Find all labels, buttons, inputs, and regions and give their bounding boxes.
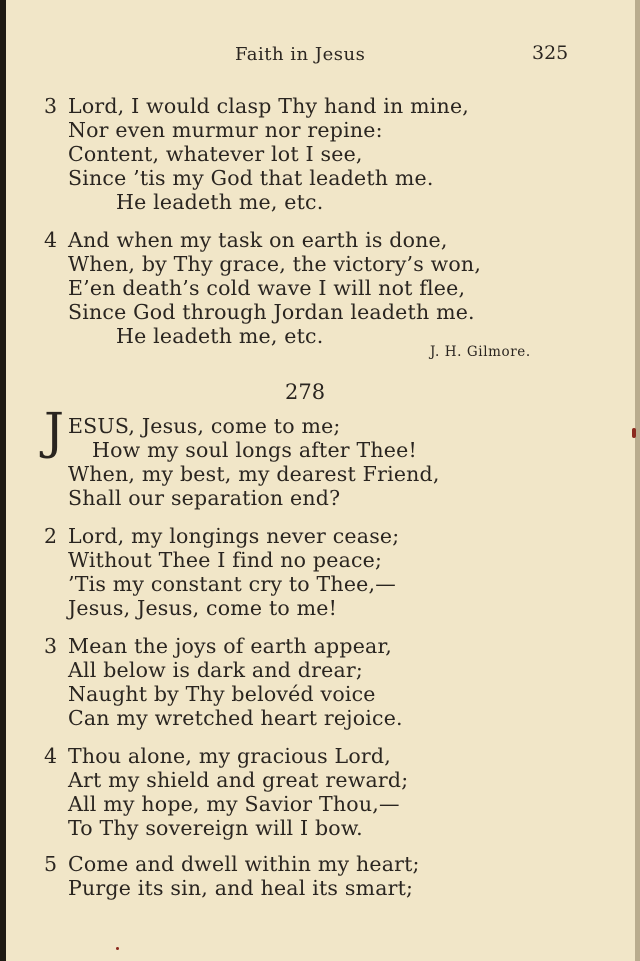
hymn-number: 278	[285, 380, 326, 404]
verse-line: Content, whatever lot I see,	[68, 142, 363, 166]
verse-line: E’en death’s cold wave I will not flee,	[68, 276, 466, 300]
verse-line: To Thy sovereign will I bow.	[68, 816, 363, 840]
page-number: 325	[532, 42, 569, 64]
verse-line: Mean the joys of earth appear,	[68, 634, 392, 658]
verse-line: Come and dwell within my heart;	[68, 852, 420, 876]
verse-number: 5	[44, 852, 58, 876]
verse-line: ’Tis my constant cry to Thee,—	[68, 572, 396, 596]
page-edge-left	[0, 0, 6, 961]
refrain-line: He leadeth me, etc.	[116, 190, 324, 214]
author-attribution: J. H. Gilmore.	[430, 344, 531, 360]
drop-cap: J	[44, 402, 65, 460]
verse-line: Since ’tis my God that leadeth me.	[68, 166, 434, 190]
verse-number: 2	[44, 524, 58, 548]
paper-speck	[116, 947, 119, 950]
page-edge-right	[635, 0, 640, 961]
verse-number: 4	[44, 228, 58, 252]
verse-number: 3	[44, 94, 58, 118]
verse-line: When, by Thy grace, the victory’s won,	[68, 252, 482, 276]
verse-line: Purge its sin, and heal its smart;	[68, 876, 414, 900]
verse-line: Naught by Thy belovéd voice	[68, 682, 376, 706]
verse-line: Nor even murmur nor repine:	[68, 118, 383, 142]
running-header-title: Faith in Jesus	[235, 44, 366, 65]
verse-line: All below is dark and drear;	[68, 658, 363, 682]
paper-speck	[632, 428, 636, 438]
verse-line: When, my best, my dearest Friend,	[68, 462, 440, 486]
refrain-line: He leadeth me, etc.	[116, 324, 324, 348]
verse-line: Jesus, Jesus, come to me!	[68, 596, 338, 620]
verse-line: How my soul longs after Thee!	[92, 438, 417, 462]
verse-line: Since God through Jordan leadeth me.	[68, 300, 475, 324]
verse-line: And when my task on earth is done,	[68, 228, 448, 252]
verse-line: Lord, I would clasp Thy hand in mine,	[68, 94, 469, 118]
verse-line: Shall our separation end?	[68, 486, 341, 510]
verse-line: Lord, my longings never cease;	[68, 524, 400, 548]
verse-line: Can my wretched heart rejoice.	[68, 706, 403, 730]
verse-line: Art my shield and great reward;	[68, 768, 409, 792]
verse-line: Without Thee I find no peace;	[68, 548, 383, 572]
verse-line: ESUS, Jesus, come to me;	[68, 414, 341, 438]
verse-number: 3	[44, 634, 58, 658]
verse-line: All my hope, my Savior Thou,—	[68, 792, 400, 816]
verse-line: Thou alone, my gracious Lord,	[68, 744, 391, 768]
verse-number: 4	[44, 744, 58, 768]
